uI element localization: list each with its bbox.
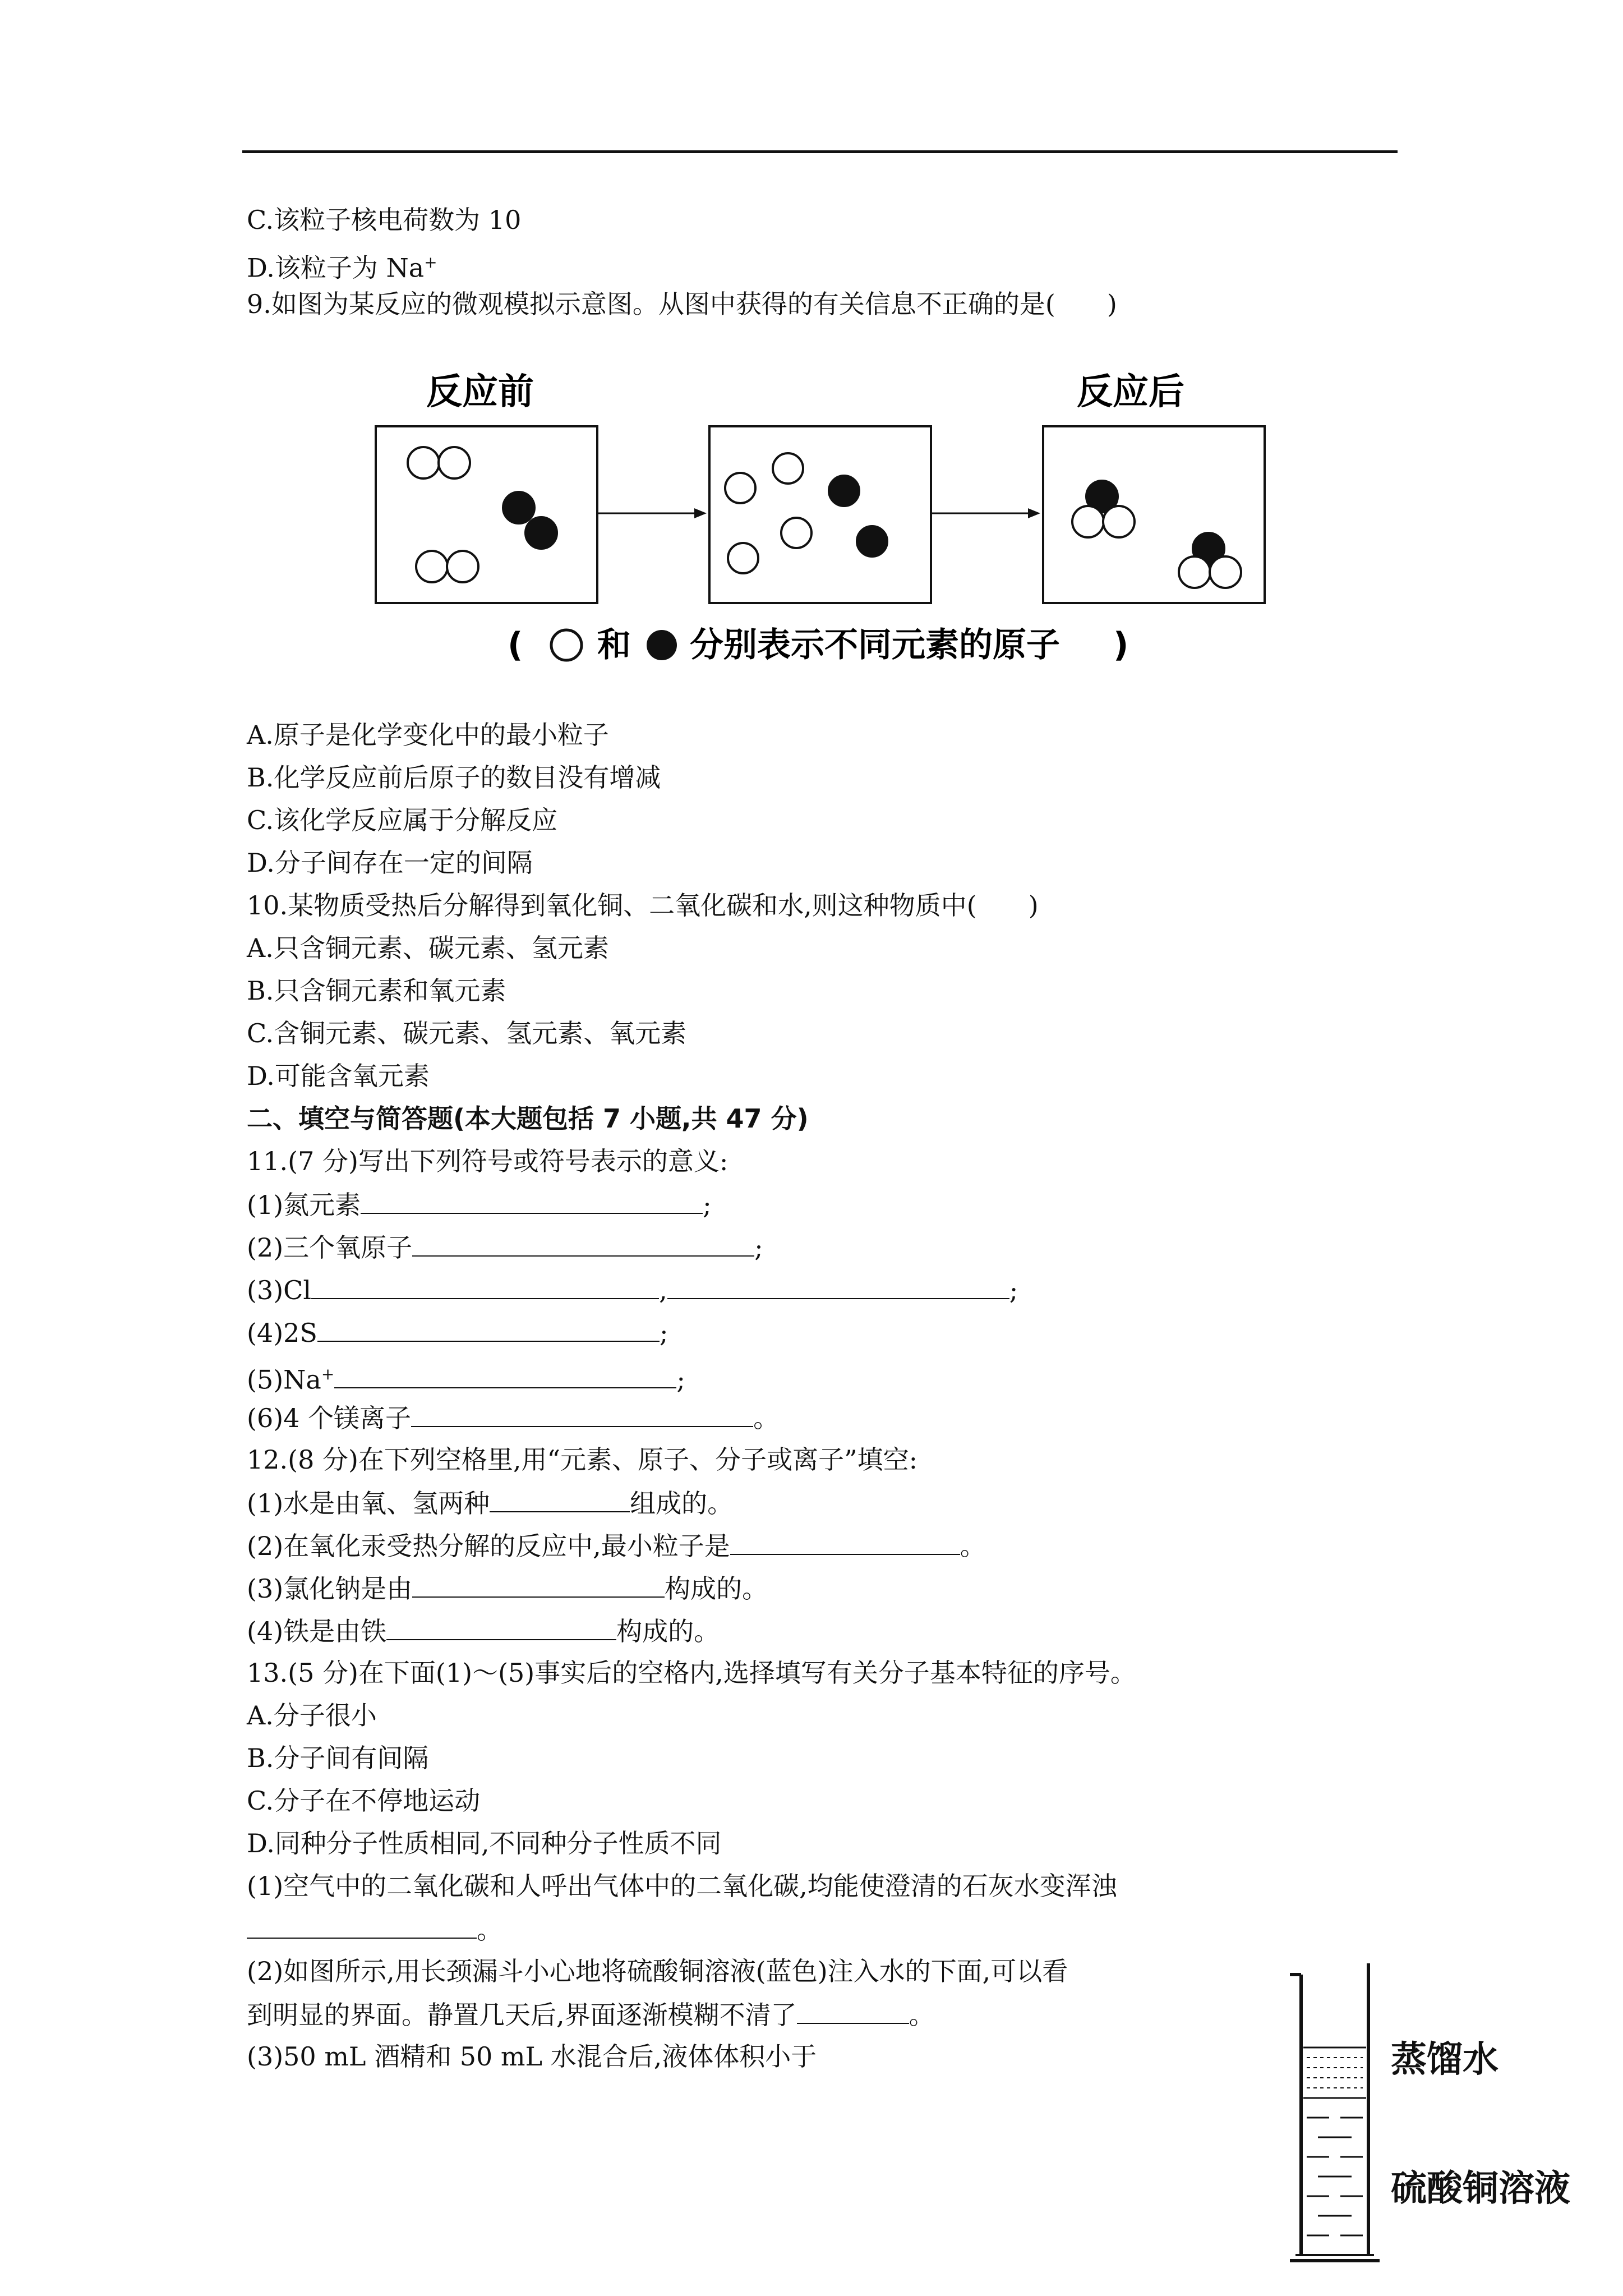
q10-option-d: D.可能含氧元素 <box>247 1061 430 1091</box>
q9-option-d: D.分子间存在一定的间隔 <box>247 848 533 878</box>
q11-item-3: (3)Cl , ; <box>247 1272 1018 1307</box>
q13-option-c: C.分子在不停地运动 <box>247 1786 481 1816</box>
distilled-water-layer <box>1303 2047 1366 2098</box>
q10-option-a: A.只含铜元素、碳元素、氢元素 <box>247 933 609 963</box>
answer-blank[interactable] <box>730 1528 960 1555</box>
answer-blank[interactable] <box>667 1272 1009 1299</box>
svg-text:): ) <box>1113 625 1129 665</box>
q11-stem: 11.(7 分)写出下列符号或符号表示的意义: <box>247 1146 728 1176</box>
after-molecules <box>1072 481 1241 588</box>
q11-item-6: (6)4 个镁离子 。 <box>247 1400 779 1435</box>
svg-text:(: ( <box>508 625 523 665</box>
q11-item-2: (2)三个氧原子 ; <box>247 1230 763 1264</box>
q12-item-3: (3)氯化钠是由 构成的。 <box>247 1571 768 1605</box>
q10-stem: 10.某物质受热后分解得到氧化铜、二氧化碳和水,则这种物质中( ) <box>247 890 1039 921</box>
black-atom-icon <box>647 630 677 660</box>
q11-item-1: (1)氮元素 ; <box>247 1187 712 1222</box>
arrow-2 <box>931 508 1040 518</box>
q9-option-c: C.该化学反应属于分解反应 <box>247 805 558 835</box>
q11-item-5: (5)Na+ ; <box>247 1358 685 1396</box>
q9-option-a: A.原子是化学变化中的最小粒子 <box>247 720 609 750</box>
answer-blank[interactable] <box>311 1272 659 1299</box>
q11-item-4: (4)2S ; <box>247 1315 668 1350</box>
svg-text:和: 和 <box>597 625 631 665</box>
section-2-heading: 二、填空与简答题(本大题包括 7 小题,共 47 分) <box>247 1103 809 1134</box>
header-rule <box>242 150 1398 153</box>
before-box <box>376 426 597 603</box>
answer-blank[interactable] <box>361 1187 703 1214</box>
copper-sulfate-label: 硫酸铜溶液 <box>1391 2168 1570 2210</box>
q13-item-2-line2: 到明显的界面。静置几天后,界面逐渐模糊不清了 。 <box>247 1997 935 2032</box>
q13-item-3: (3)50 mL 酒精和 50 mL 水混合后,液体体积小于 <box>247 2041 817 2072</box>
q9-stem: 9.如图为某反应的微观模拟示意图。从图中获得的有关信息不正确的是( ) <box>247 289 1117 319</box>
answer-blank[interactable] <box>386 1613 616 1640</box>
answer-blank[interactable] <box>412 1571 665 1598</box>
q13-item-2-line1: (2)如图所示,用长颈漏斗小心地将硫酸铜溶液(蓝色)注入水的下面,可以看 <box>247 1956 1068 1986</box>
distilled-water-label: 蒸馏水 <box>1391 2039 1498 2081</box>
q12-item-4: (4)铁是由铁 构成的。 <box>247 1613 720 1648</box>
arrow-1 <box>597 508 707 518</box>
q13-option-d: D.同种分子性质相同,不同种分子性质不同 <box>247 1828 722 1858</box>
answer-blank[interactable] <box>411 1400 753 1427</box>
legend <box>508 625 1128 665</box>
q12-stem: 12.(8 分)在下列空格里,用“元素、原子、分子或离子”填空: <box>247 1444 918 1475</box>
graduated-cylinder <box>1290 1963 1380 2277</box>
answer-blank[interactable] <box>797 1997 909 2024</box>
q10-option-b: B.只含铜元素和氧元素 <box>247 976 506 1006</box>
q13-stem: 13.(5 分)在下面(1)～(5)事实后的空格内,选择填写有关分子基本特征的序号。 <box>247 1658 1136 1688</box>
q13-option-b: B.分子间有间隔 <box>247 1743 429 1773</box>
before-molecules <box>408 447 557 582</box>
q8-option-d: D.该粒子为 Na+ <box>247 252 437 283</box>
answer-blank[interactable] <box>490 1485 630 1512</box>
middle-atoms <box>725 453 887 573</box>
q13-item-1-answer: 。 <box>247 1912 502 1947</box>
q12-item-2: (2)在氧化汞受热分解的反应中,最小粒子是 。 <box>247 1528 986 1563</box>
answer-blank[interactable] <box>412 1230 754 1257</box>
reaction-diagram <box>359 359 1279 673</box>
answer-blank[interactable] <box>317 1315 660 1342</box>
answer-blank[interactable] <box>334 1361 676 1388</box>
answer-blank[interactable] <box>247 1912 477 1939</box>
white-atom-icon <box>551 630 582 660</box>
q13-item-1: (1)空气中的二氧化碳和人呼出气体中的二氧化碳,均能使澄清的石灰水变浑浊 <box>247 1871 1117 1901</box>
q13-option-a: A.分子很小 <box>247 1700 377 1731</box>
copper-sulfate-layer <box>1307 2118 1363 2235</box>
before-label: 反应前 <box>426 371 534 413</box>
q12-item-1: (1)水是由氧、氢两种 组成的。 <box>247 1485 733 1520</box>
middle-box <box>709 426 931 603</box>
q10-option-c: C.含铜元素、碳元素、氢元素、氧元素 <box>247 1018 687 1048</box>
after-label: 反应后 <box>1077 371 1184 413</box>
svg-text:分别表示不同元素的原子: 分别表示不同元素的原子 <box>690 625 1060 665</box>
q9-option-b: B.化学反应前后原子的数目没有增减 <box>247 762 661 793</box>
q8-option-c: C.该粒子核电荷数为 10 <box>247 205 522 235</box>
